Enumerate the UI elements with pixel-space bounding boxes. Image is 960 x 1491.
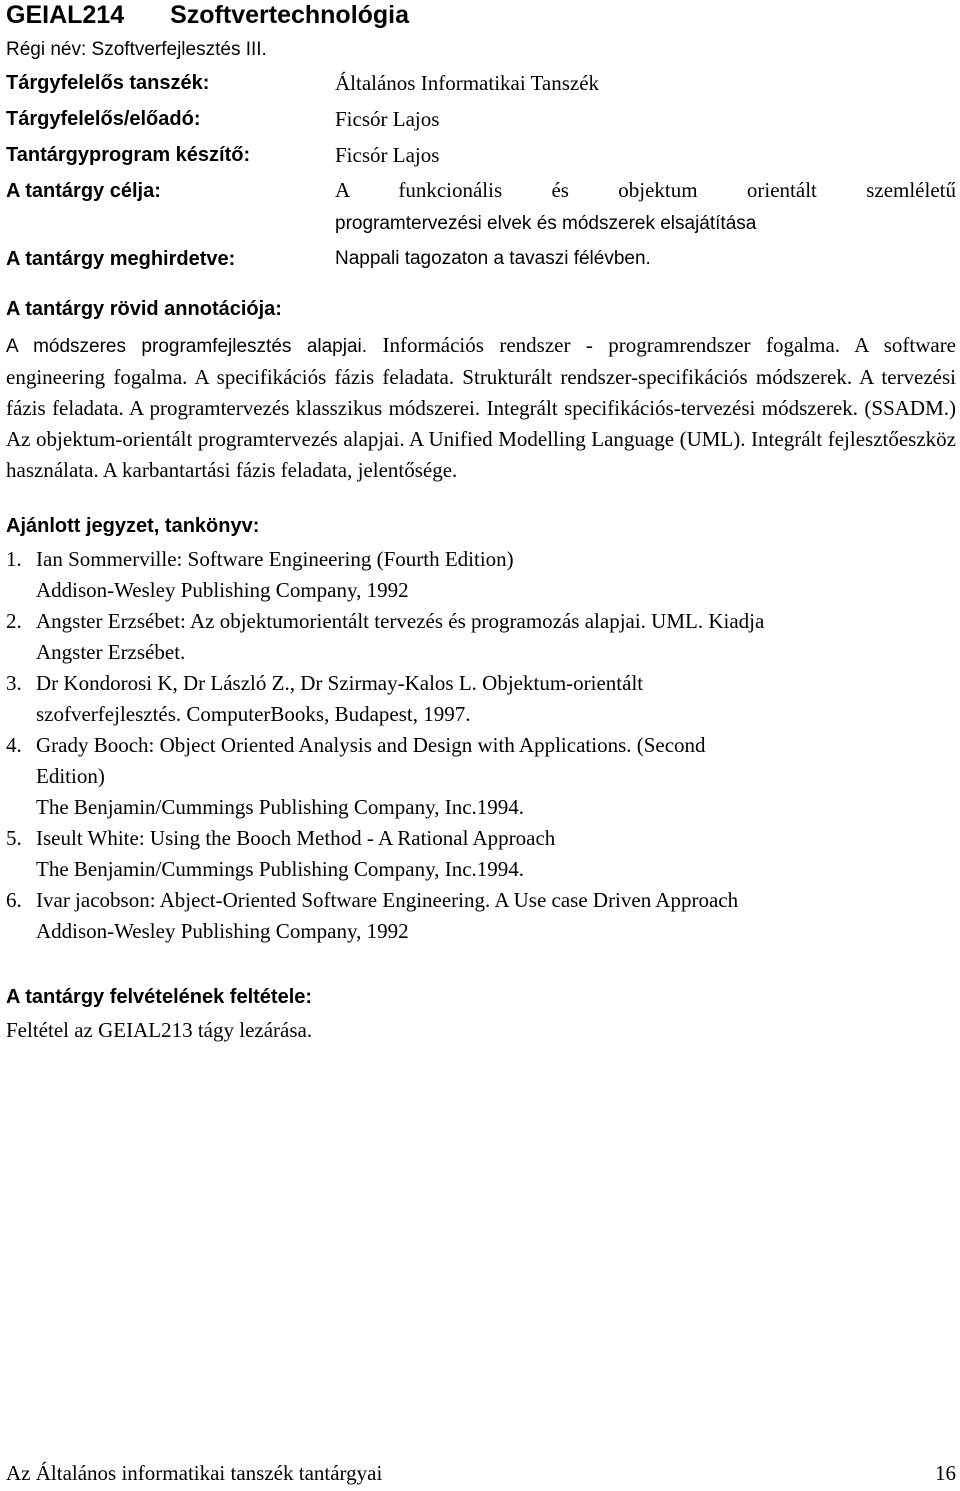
annotation-text-body: Információs rendszer - programrendszer fogalma. A software engineering fogalma. A specifikációs fázis feladata. Strukturált rendszer-specifikációs módszerek. A tervezési fázis feladata. A programtervezés klasszikus módszerei. Integrált specifikációs-tervezési módszerek. (SSADM.) Az objektum-orientált programtervezés alapjai. A Unified Modelling Language (UML). Integrált fejlesztőeszköz használata. A karbantartási fázis feladata, jelentősége. bbox=[6, 333, 957, 482]
course-code: GEIAL214 bbox=[6, 1, 125, 29]
list-item bbox=[6, 730, 956, 823]
document-page bbox=[6, 0, 956, 1045]
book-number: 6. bbox=[6, 888, 22, 912]
goal-label: A tantárgy célja: bbox=[6, 180, 161, 202]
book-line: Dr Kondorosi K, Dr László Z., Dr Szirmay-Kalos L. Objektum-orientált bbox=[36, 671, 644, 695]
book-number: 4. bbox=[6, 733, 22, 757]
list-item bbox=[6, 544, 956, 606]
footer-text: Az Általános informatikai tanszék tantárgyai bbox=[6, 1461, 383, 1485]
book-line: szofverfejlesztés. ComputerBooks, Budapest, 1997. bbox=[36, 702, 471, 726]
list-item bbox=[6, 668, 956, 730]
book-entry bbox=[36, 606, 956, 668]
old-name: Régi név: Szoftverfejlesztés III. bbox=[6, 39, 267, 60]
info-row-lecturer bbox=[6, 101, 956, 137]
goal-line-1: A funkcionális és objektum orientált szemléletű bbox=[335, 178, 956, 202]
annotation-text-intro: A módszeres programfejlesztés alapjai. bbox=[6, 336, 368, 357]
book-entry bbox=[36, 823, 956, 885]
book-number: 3. bbox=[6, 671, 22, 695]
book-line: Ian Sommerville: Software Engineering (Fourth Edition) bbox=[36, 547, 514, 571]
info-row-offered bbox=[6, 241, 956, 277]
book-line: Grady Booch: Object Oriented Analysis and Design with Applications. (Second bbox=[36, 733, 706, 757]
book-line: Iseult White: Using the Booch Method - A Rational Approach bbox=[36, 826, 556, 850]
book-number: 5. bbox=[6, 826, 22, 850]
department-value: Általános Informatikai Tanszék bbox=[335, 71, 600, 95]
book-entry bbox=[36, 885, 956, 947]
department-label: Tárgyfelelős tanszék: bbox=[6, 72, 210, 94]
book-list bbox=[6, 544, 956, 947]
book-line: Edition) bbox=[36, 764, 105, 788]
author-label: Tantárgyprogram készítő: bbox=[6, 144, 251, 166]
page-footer bbox=[6, 1459, 956, 1487]
course-name: Szoftvertechnológia bbox=[170, 1, 410, 29]
annotation-text bbox=[6, 330, 956, 486]
book-number: 2. bbox=[6, 609, 22, 633]
book-line: Addison-Wesley Publishing Company, 1992 bbox=[36, 919, 409, 943]
course-title bbox=[6, 0, 956, 30]
offered-label: A tantárgy meghirdetve: bbox=[6, 248, 236, 270]
author-value: Ficsór Lajos bbox=[335, 143, 440, 167]
books-heading: Ajánlott jegyzet, tankönyv: bbox=[6, 515, 260, 537]
book-line: Angster Erzsébet: Az objektumorientált tervezés és programozás alapjai. UML. Kiadja bbox=[36, 609, 765, 633]
info-row-goal bbox=[6, 173, 956, 241]
goal-line-2: programtervezési elvek és módszerek elsajátítása bbox=[335, 213, 757, 234]
book-line: The Benjamin/Cummings Publishing Company, Inc.1994. bbox=[36, 857, 525, 881]
book-entry bbox=[36, 668, 956, 730]
page-number: 16 bbox=[935, 1461, 956, 1485]
book-line: Addison-Wesley Publishing Company, 1992 bbox=[36, 578, 409, 602]
book-number: 1. bbox=[6, 547, 22, 571]
course-info bbox=[6, 65, 956, 277]
book-entry bbox=[36, 730, 956, 823]
list-item bbox=[6, 823, 956, 885]
requirement-text: Feltétel az GEIAL213 tágy lezárása. bbox=[6, 1018, 313, 1042]
list-item bbox=[6, 885, 956, 947]
annotation-heading: A tantárgy rövid annotációja: bbox=[6, 298, 282, 320]
goal-value bbox=[335, 173, 956, 241]
lecturer-value: Ficsór Lajos bbox=[335, 107, 440, 131]
offered-value: Nappali tagozaton a tavaszi félévben. bbox=[335, 248, 651, 269]
requirement-heading: A tantárgy felvételének feltétele: bbox=[6, 986, 313, 1008]
info-row-author bbox=[6, 137, 956, 173]
book-line: Angster Erzsébet. bbox=[36, 640, 186, 664]
list-item bbox=[6, 606, 956, 668]
info-row-department bbox=[6, 65, 956, 101]
book-line: Ivar jacobson: Abject-Oriented Software Engineering. A Use case Driven Approach bbox=[36, 888, 739, 912]
lecturer-label: Tárgyfelelős/előadó: bbox=[6, 108, 201, 130]
book-entry bbox=[36, 544, 956, 606]
book-line: The Benjamin/Cummings Publishing Company, Inc.1994. bbox=[36, 795, 525, 819]
